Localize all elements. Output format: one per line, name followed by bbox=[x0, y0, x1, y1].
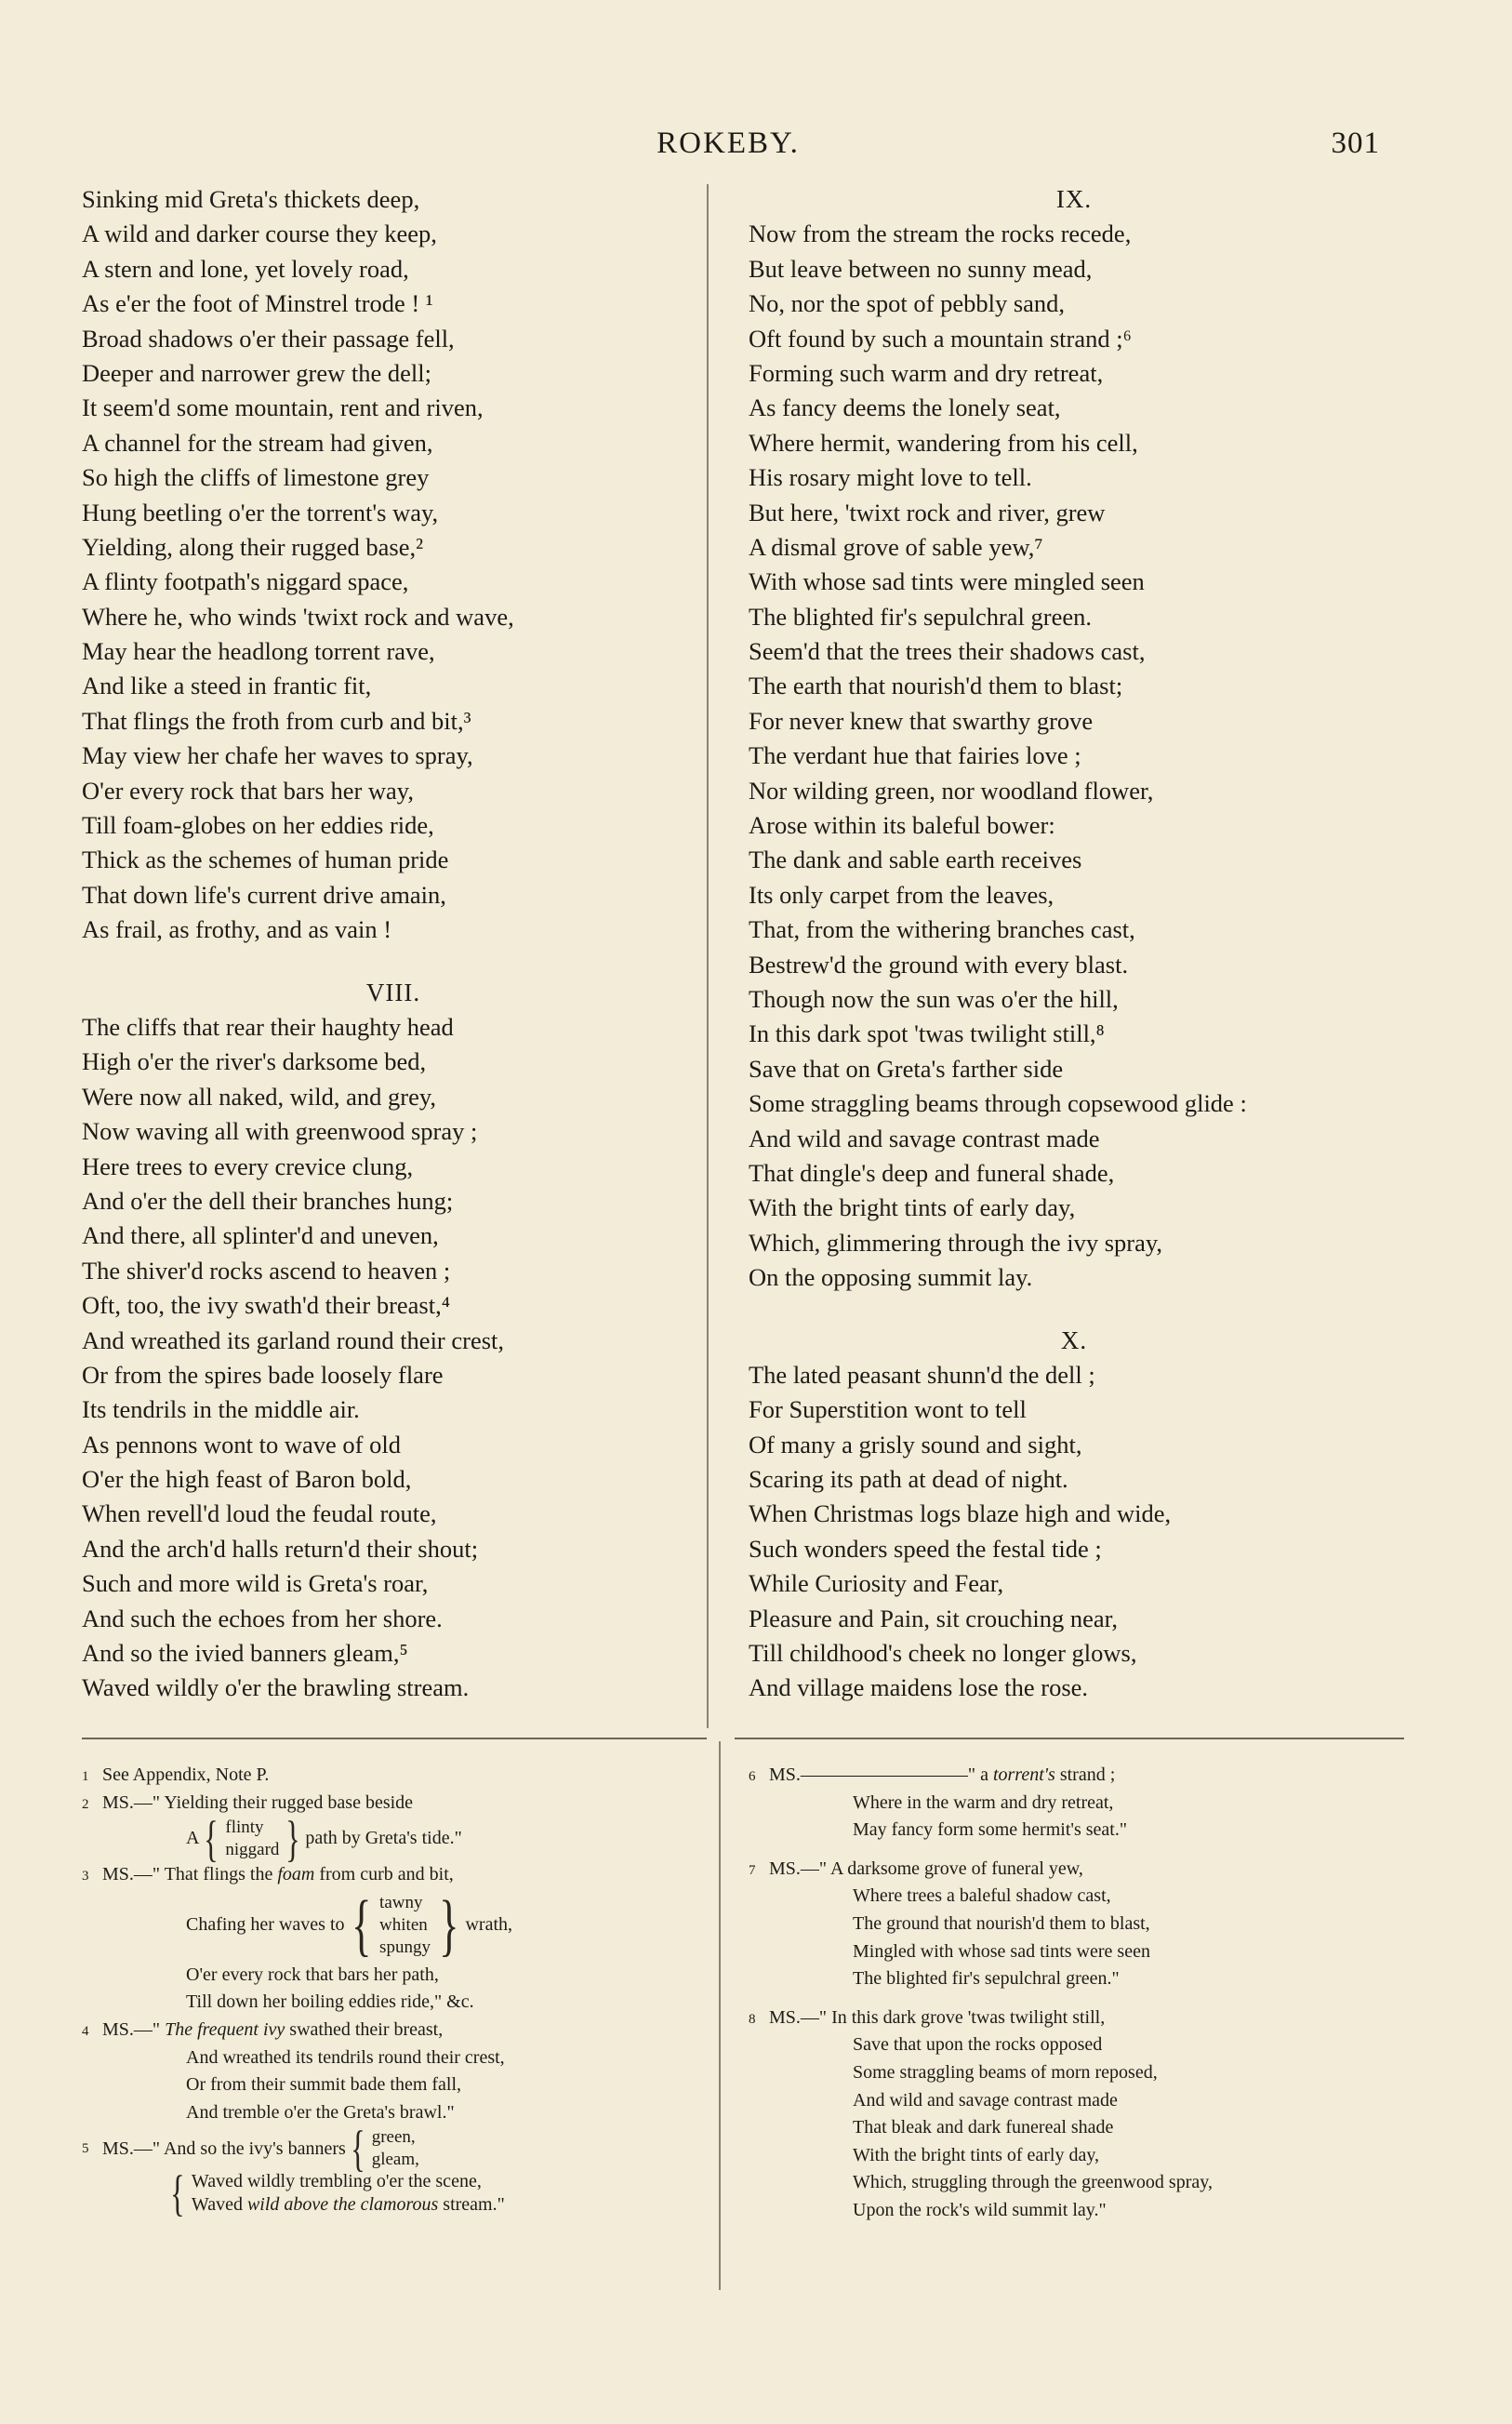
stanza-viii bbox=[82, 976, 705, 1706]
verse-line: That flings the froth from curb and bit,³ bbox=[82, 706, 471, 735]
variant-reading bbox=[82, 1886, 714, 1964]
verse-line: Were now all naked, wild, and grey, bbox=[82, 1082, 437, 1111]
footnote-number: 8 bbox=[749, 2011, 756, 2027]
variant-options bbox=[190, 2170, 507, 2217]
footnote-8 bbox=[749, 2004, 1399, 2225]
footnote-1 bbox=[82, 1762, 714, 1790]
verse-line: High o'er the river's darksome bed, bbox=[82, 1047, 427, 1076]
verse-line: A dismal grove of sable yew,⁷ bbox=[749, 532, 1043, 561]
footnote-emphasis: foam bbox=[277, 1864, 315, 1885]
footnote-line: May fancy form some hermit's seat." bbox=[853, 1819, 1128, 1841]
variant-option: Waved wildly trembling o'er the scene, bbox=[191, 2171, 482, 2192]
verse-line: It seem'd some mountain, rent and riven, bbox=[82, 393, 484, 422]
variant-option: spungy bbox=[379, 1937, 431, 1957]
verse-line: Now waving all with greenwood spray ; bbox=[82, 1117, 478, 1146]
verse-line: Though now the sun was o'er the hill, bbox=[749, 984, 1119, 1013]
footnote-text: MS.—" bbox=[102, 2018, 166, 2040]
footnotes-left bbox=[82, 1762, 714, 2222]
verse-line: And wild and savage contrast made bbox=[749, 1124, 1100, 1152]
verse-line: When Christmas logs blaze high and wide, bbox=[749, 1499, 1172, 1528]
verse-line: O'er the high feast of Baron bold, bbox=[82, 1465, 412, 1494]
verse-line: And like a steed in frantic fit, bbox=[82, 672, 372, 700]
footnote-line: O'er every rock that bars her path, bbox=[186, 1964, 439, 1985]
footnote-line: Where in the warm and dry retreat, bbox=[853, 1791, 1114, 1813]
opening-verse bbox=[82, 182, 705, 948]
footnote-text: from curb and bit, bbox=[314, 1864, 454, 1885]
verse-line: But leave between no sunny mead, bbox=[749, 254, 1093, 283]
verse-line: Bestrew'd the ground with every blast. bbox=[749, 950, 1129, 979]
verse-line: Thick as the schemes of human pride bbox=[82, 846, 449, 874]
stanza-x bbox=[749, 1324, 1399, 1706]
footnote-line: Till down her boiling eddies ride," &c. bbox=[186, 1991, 474, 2013]
variant-options bbox=[378, 1892, 432, 1959]
verse-line: And o'er the dell their branches hung; bbox=[82, 1186, 454, 1215]
left-brace-icon: { bbox=[351, 1886, 371, 1964]
verse-line: Oft found by such a mountain strand ;⁶ bbox=[749, 324, 1132, 353]
variant-option: niggard bbox=[225, 1840, 280, 1860]
verse-line: In this dark spot 'twas twilight still,⁸ bbox=[749, 1019, 1105, 1048]
verse-line: And the arch'd halls return'd their shout; bbox=[82, 1534, 479, 1563]
verse-line: That dingle's deep and funeral shade, bbox=[749, 1158, 1115, 1187]
verse-line: Oft, too, the ivy swath'd their breast,⁴ bbox=[82, 1291, 450, 1320]
footnote-line: The blighted fir's sepulchral green." bbox=[853, 1968, 1120, 1990]
variant-option: gleam, bbox=[371, 2150, 419, 2170]
verse-line: As pennons wont to wave of old bbox=[82, 1430, 401, 1458]
verse-line: O'er every rock that bars her way, bbox=[82, 776, 414, 805]
verse-line: Forming such warm and dry retreat, bbox=[749, 358, 1104, 387]
verse-line: Hung beetling o'er the torrent's way, bbox=[82, 498, 439, 526]
verse-line: For never knew that swarthy grove bbox=[749, 706, 1094, 735]
left-brace-icon: { bbox=[204, 1811, 219, 1868]
verse-line: With whose sad tints were mingled seen bbox=[749, 567, 1145, 596]
stanza-heading: X. bbox=[1060, 1325, 1088, 1354]
verse-line: And there, all splinter'd and uneven, bbox=[82, 1221, 439, 1250]
verse-line: On the opposing summit lay. bbox=[749, 1263, 1033, 1292]
verse-line: Scaring its path at dead of night. bbox=[749, 1465, 1068, 1494]
verse-line: May view her chafe her waves to spray, bbox=[82, 741, 473, 770]
footnote-number: 1 bbox=[82, 1769, 89, 1784]
stanza-heading: VIII. bbox=[365, 978, 421, 1006]
verse-line: Deeper and narrower grew the dell; bbox=[82, 358, 431, 387]
verse-line: The blighted fir's sepulchral green. bbox=[749, 602, 1093, 631]
verse-line: Of many a grisly sound and sight, bbox=[749, 1430, 1082, 1458]
verse-line: The earth that nourish'd them to blast; bbox=[749, 672, 1123, 700]
verse-line: While Curiosity and Fear, bbox=[749, 1569, 1004, 1598]
footnote-text: MS.—" In this dark grove 'twas twilight still, bbox=[769, 2006, 1106, 2028]
verse-line: No, nor the spot of pebbly sand, bbox=[749, 289, 1066, 318]
footnote-text: See Appendix, Note P. bbox=[102, 1765, 270, 1785]
verse-line: Seem'd that the trees their shadows cast, bbox=[749, 637, 1146, 666]
footnote-4 bbox=[82, 2017, 714, 2126]
footnote-7 bbox=[749, 1856, 1399, 1993]
verse-line: A wild and darker course they keep, bbox=[82, 220, 437, 248]
verse-line: When revell'd loud the feudal route, bbox=[82, 1499, 437, 1528]
variant-suffix: path by Greta's tide." bbox=[305, 1828, 462, 1849]
footnote-number: 2 bbox=[82, 1796, 89, 1812]
variant-option: Waved wild above the clamorous stream." bbox=[191, 2194, 505, 2216]
footnote-line: Mingled with whose sad tints were seen bbox=[853, 1940, 1150, 1962]
footnote-line: Some straggling beams of morn reposed, bbox=[853, 2061, 1158, 2083]
verse-line: And so the ivied banners gleam,⁵ bbox=[82, 1639, 408, 1668]
verse-line: And village maidens lose the rose. bbox=[749, 1673, 1089, 1702]
verse-line: As frail, as frothy, and as vain ! bbox=[82, 915, 392, 944]
column-divider bbox=[707, 184, 709, 1728]
footnote-line: Upon the rock's wild summit lay." bbox=[853, 2199, 1107, 2220]
footnote-emphasis: The frequent ivy bbox=[165, 2018, 285, 2040]
verse-line: That down life's current drive amain, bbox=[82, 880, 446, 909]
verse-line: That, from the withering branches cast, bbox=[749, 915, 1135, 944]
footnote-text: MS.—" And so the ivy's banners bbox=[102, 2138, 346, 2159]
footnote-emphasis: torrent's bbox=[992, 1765, 1055, 1785]
variant-suffix: wrath, bbox=[465, 1913, 513, 1935]
footnote-column-divider bbox=[719, 1741, 721, 2290]
verse-line: Where he, who winds 'twixt rock and wave, bbox=[82, 602, 514, 631]
verse-line: Till foam-globes on her eddies ride, bbox=[82, 811, 434, 840]
verse-line: But here, 'twixt rock and river, grew bbox=[749, 498, 1106, 526]
verse-line: The shiver'd rocks ascend to heaven ; bbox=[82, 1256, 451, 1285]
variant-reading bbox=[82, 2121, 714, 2178]
footnote-text: MS.—————————" a bbox=[769, 1765, 993, 1785]
verse-line: Its only carpet from the leaves, bbox=[749, 880, 1054, 909]
footnote-text: MS.—" That flings the bbox=[102, 1864, 278, 1885]
variant-prefix: Chafing her waves to bbox=[186, 1913, 345, 1935]
footnote-line: With the bright tints of early day, bbox=[853, 2144, 1100, 2165]
verse-line: A channel for the stream had given, bbox=[82, 428, 433, 457]
variant-options bbox=[223, 1817, 281, 1861]
footnote-text: swathed their breast, bbox=[285, 2018, 444, 2040]
verse-line: Now from the stream the rocks recede, bbox=[749, 220, 1132, 248]
footnote-line: Save that upon the rocks opposed bbox=[853, 2034, 1103, 2056]
variant-option: tawny bbox=[379, 1892, 423, 1912]
stanza-ix bbox=[749, 182, 1399, 1296]
verse-line: Nor wilding green, nor woodland flower, bbox=[749, 776, 1154, 805]
verse-line: Pleasure and Pain, sit crouching near, bbox=[749, 1604, 1119, 1632]
footnote-line: Which, struggling through the greenwood spray, bbox=[853, 2172, 1213, 2193]
footnote-5 bbox=[82, 2121, 714, 2222]
verse-line: Till childhood's cheek no longer glows, bbox=[749, 1639, 1137, 1668]
verse-line: Waved wildly o'er the brawling stream. bbox=[82, 1673, 470, 1702]
right-brace-icon: } bbox=[439, 1886, 459, 1964]
right-column bbox=[749, 182, 1399, 1706]
footnote-number: 7 bbox=[749, 1862, 756, 1878]
footnote-rule-left bbox=[82, 1738, 707, 1739]
verse-line: A flinty footpath's niggard space, bbox=[82, 567, 409, 596]
variant-prefix: A bbox=[186, 1828, 200, 1849]
footnote-line: And wreathed its tendrils round their crest, bbox=[186, 2046, 505, 2068]
footnote-text: strand ; bbox=[1054, 1765, 1116, 1785]
footnote-text: MS.—" A darksome grove of funeral yew, bbox=[769, 1858, 1083, 1879]
footnote-6 bbox=[749, 1762, 1399, 1845]
verse-line: Yielding, along their rugged base,² bbox=[82, 532, 424, 561]
footnote-number: 5 bbox=[82, 2140, 89, 2156]
variant-option: green, bbox=[371, 2127, 416, 2148]
verse-line: Where hermit, wandering from his cell, bbox=[749, 428, 1138, 457]
verse-line: So high the cliffs of limestone grey bbox=[82, 463, 430, 492]
stanza-heading: IX. bbox=[1055, 185, 1093, 213]
verse-line: As e'er the foot of Minstrel trode ! ¹ bbox=[82, 289, 433, 318]
verse-line: Some straggling beams through copsewood glide : bbox=[749, 1089, 1247, 1118]
verse-line: Sinking mid Greta's thickets deep, bbox=[82, 185, 420, 213]
footnote-3 bbox=[82, 1861, 714, 2017]
verse-line: Broad shadows o'er their passage fell, bbox=[82, 324, 455, 353]
verse-line: The lated peasant shunn'd the dell ; bbox=[749, 1360, 1095, 1389]
footnote-rule-right bbox=[735, 1738, 1404, 1739]
variant-option: flinty bbox=[225, 1818, 264, 1838]
verse-line: Save that on Greta's farther side bbox=[749, 1054, 1064, 1083]
right-brace-icon: } bbox=[285, 1811, 301, 1868]
footnote-2 bbox=[82, 1790, 714, 1868]
footnote-number: 6 bbox=[749, 1769, 756, 1784]
verse-line: The dank and sable earth receives bbox=[749, 846, 1082, 874]
variant-reading bbox=[82, 2165, 714, 2222]
left-column bbox=[82, 182, 705, 1706]
verse-line: Which, glimmering through the ivy spray, bbox=[749, 1228, 1163, 1257]
footnote-line: Where trees a baleful shadow cast, bbox=[853, 1885, 1111, 1907]
verse-line: As fancy deems the lonely seat, bbox=[749, 393, 1061, 422]
verse-line: Arose within its baleful bower: bbox=[749, 811, 1055, 840]
verse-line: The cliffs that rear their haughty head bbox=[82, 1012, 454, 1041]
verse-line: The verdant hue that fairies love ; bbox=[749, 741, 1081, 770]
verse-line: A stern and lone, yet lovely road, bbox=[82, 254, 409, 283]
verse-line: Here trees to every crevice clung, bbox=[82, 1152, 414, 1180]
verse-line: With the bright tints of early day, bbox=[749, 1193, 1076, 1222]
verse-line: Such and more wild is Greta's roar, bbox=[82, 1569, 429, 1598]
footnote-line: That bleak and dark funereal shade bbox=[853, 2117, 1114, 2138]
verse-line: Its tendrils in the middle air. bbox=[82, 1395, 360, 1424]
footnote-line: The ground that nourish'd them to blast, bbox=[853, 1912, 1150, 1934]
verse-line: May hear the headlong torrent rave, bbox=[82, 637, 435, 666]
verse-line: And such the echoes from her shore. bbox=[82, 1604, 443, 1632]
verse-line: Or from the spires bade loosely flare bbox=[82, 1360, 444, 1389]
footnote-line: And wild and savage contrast made bbox=[853, 2089, 1118, 2111]
verse-line: His rosary might love to tell. bbox=[749, 463, 1032, 492]
left-brace-icon: { bbox=[170, 2165, 185, 2222]
verse-line: And wreathed its garland round their crest, bbox=[82, 1325, 505, 1354]
variant-reading bbox=[82, 1811, 714, 1868]
variant-option: whiten bbox=[379, 1914, 428, 1935]
running-head-title: ROKEBY. bbox=[657, 127, 800, 160]
footnote-line: And tremble o'er the Greta's brawl." bbox=[186, 2101, 455, 2123]
footnote-number: 3 bbox=[82, 1869, 89, 1885]
variant-options bbox=[370, 2126, 421, 2171]
footnote-line: Or from their summit bade them fall, bbox=[186, 2074, 462, 2096]
footnotes-right bbox=[749, 1762, 1399, 2225]
footnote-text: MS.—" Yielding their rugged base beside bbox=[102, 1791, 414, 1813]
page-number: 301 bbox=[1331, 127, 1380, 160]
left-brace-icon: { bbox=[350, 2121, 365, 2178]
footnote-number: 4 bbox=[82, 2023, 89, 2039]
verse-line: Such wonders speed the festal tide ; bbox=[749, 1534, 1102, 1563]
verse-line: For Superstition wont to tell bbox=[749, 1395, 1027, 1424]
